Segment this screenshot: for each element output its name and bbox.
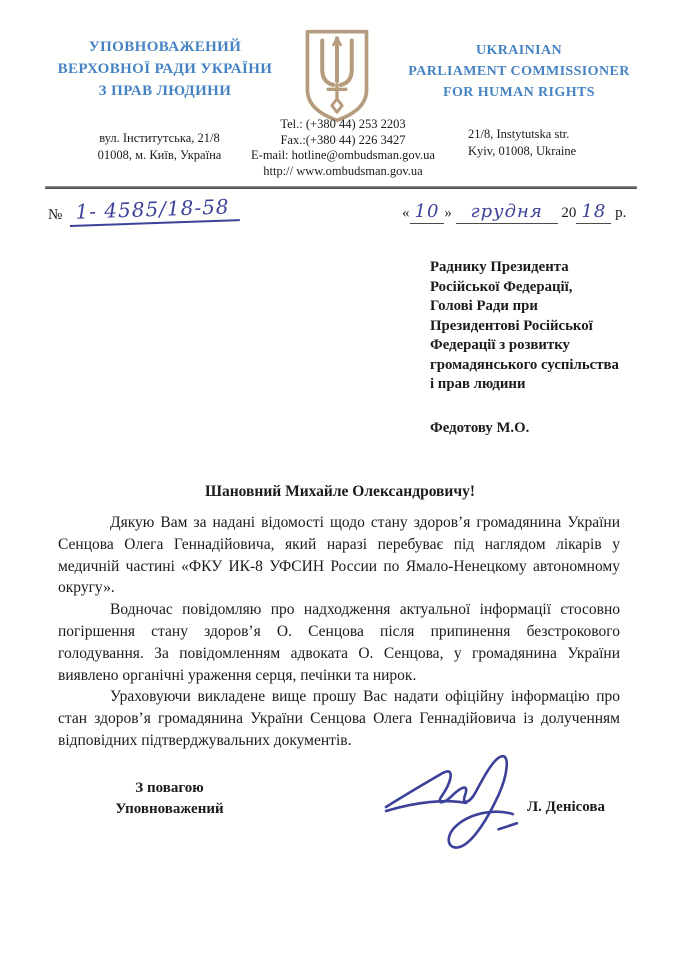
date-close-quote: » bbox=[444, 205, 452, 221]
reference-number-handwritten: 1- 4585/18-58 bbox=[69, 194, 240, 227]
org-name-en-line: PARLIAMENT COMMISSIONER bbox=[408, 64, 630, 79]
date-year-handwritten: 18 bbox=[581, 201, 607, 222]
org-name-ua-line: ВЕРХОВНОЇ РАДИ УКРАЇНИ bbox=[57, 61, 273, 77]
body-paragraph: Дякую Вам за надані відомості щодо стану здоров’я громадянина України Сенцова Олега Геннадійовича, який наразі перебуває під наглядом лікарів у медичній частині «ФКУ ИК-8 УФСИН России по Ямало-Ненецкому автономному округу». bbox=[58, 514, 620, 597]
contact-block bbox=[238, 117, 448, 179]
org-name-en-line: UKRAINIAN bbox=[475, 43, 563, 58]
recipient-line: громадянського суспільства bbox=[430, 356, 619, 373]
salutation: Шановний Михайле Олександровичу! bbox=[204, 483, 476, 500]
date-open-quote: « bbox=[402, 205, 410, 221]
body-paragraph: Водночас повідомляю про надходження актуальної інформації стосовно погіршення стану здоров’я О. Сенцова після припинення безстрокового голодування. За повідомленням адвоката О. Сенцова, у громадянина України виявлено органічні ураження серця, печінки та нирок. bbox=[58, 601, 620, 684]
recipient-line: Раднику Президента bbox=[430, 259, 569, 275]
address-en-line: Kyiv, 01008, Ukraine bbox=[468, 144, 577, 158]
date-century: 20 bbox=[561, 205, 577, 221]
signer-name: Л. Денісова bbox=[527, 799, 606, 815]
reference-label: № bbox=[48, 207, 63, 223]
letter-body bbox=[58, 512, 620, 752]
recipient-line: Президентові Російської bbox=[430, 317, 593, 334]
org-name-en bbox=[388, 40, 650, 103]
recipient-block bbox=[430, 258, 636, 438]
org-name-ua-line: УПОВНОВАЖЕНИЙ bbox=[88, 39, 242, 55]
signature-icon bbox=[383, 752, 525, 864]
date-month-handwritten: грудня bbox=[470, 201, 543, 222]
date-suffix: р. bbox=[615, 205, 627, 221]
address-ua-line: 01008, м. Київ, Україна bbox=[97, 148, 222, 162]
recipient-line: і прав людини bbox=[430, 376, 526, 392]
letterhead-divider bbox=[45, 186, 637, 189]
closing-line: Уповноважений bbox=[115, 801, 224, 817]
ukraine-trident-icon bbox=[298, 28, 376, 124]
address-ua bbox=[62, 130, 257, 164]
date-row bbox=[402, 201, 626, 224]
date-day-handwritten: 10 bbox=[414, 201, 440, 222]
org-name-ua bbox=[40, 36, 290, 102]
closing-line: З повагою bbox=[135, 780, 204, 796]
email-line: E-mail: hotline@ombudsman.gov.ua bbox=[251, 148, 435, 162]
address-ua-line: вул. Інститутська, 21/8 bbox=[99, 131, 220, 145]
org-name-en-line: FOR HUMAN RIGHTS bbox=[443, 85, 595, 100]
recipient-line: Голові Ради при bbox=[430, 298, 538, 314]
recipient-name: Федотову М.О. bbox=[430, 419, 530, 436]
recipient-line: Федерації з розвитку bbox=[430, 337, 570, 353]
address-en-line: 21/8, Instytutska str. bbox=[468, 127, 570, 141]
website-line: http:// www.ombudsman.gov.ua bbox=[263, 163, 423, 178]
body-paragraph: Ураховуючи викладене вище прошу Вас надати офіційну інформацію про стан здоров’я громадянина України Сенцова Олега Геннадійовича із долученням відповідних підтверджувальних документів. bbox=[58, 688, 620, 749]
phone-line: Tel.: (+380 44) 253 2203 bbox=[280, 117, 406, 131]
fax-line: Fax.:(+380 44) 226 3427 bbox=[280, 132, 406, 147]
reference-row bbox=[48, 194, 240, 227]
address-en bbox=[468, 126, 638, 160]
org-name-ua-line: З ПРАВ ЛЮДИНИ bbox=[98, 83, 232, 99]
closing-block bbox=[72, 778, 267, 820]
recipient-line: Російської Федерації, bbox=[430, 278, 573, 295]
